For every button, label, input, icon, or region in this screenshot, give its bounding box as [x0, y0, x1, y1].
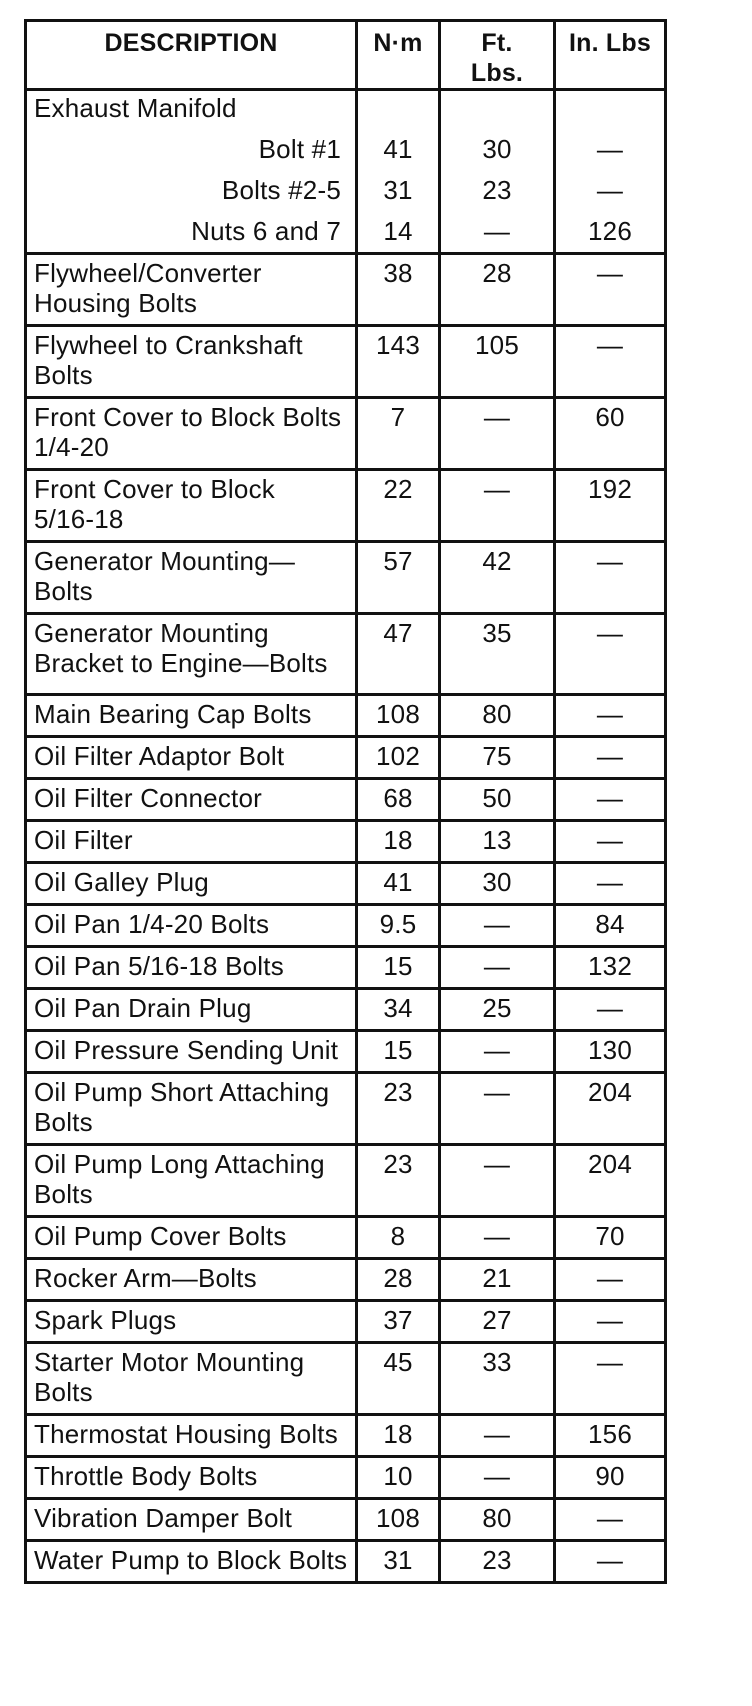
ft-lbs-value-cell [440, 1301, 555, 1343]
in-lbs-value: — [596, 783, 624, 813]
in-lbs-value-cell [555, 1541, 666, 1583]
ft-lbs-value: 80 [482, 1503, 512, 1533]
ft-lbs-value-cell [440, 1145, 555, 1217]
nm-value: 41 [383, 867, 413, 897]
nm-value-cell [357, 989, 440, 1031]
ft-lbs-value: 30 [482, 867, 512, 897]
exhaust-in-value: — [596, 134, 624, 164]
table-row [26, 989, 666, 1031]
ft-lbs-value-cell [440, 989, 555, 1031]
in-lbs-value: — [596, 699, 624, 729]
description-line1: Oil Pan 5/16-18 Bolts [34, 951, 284, 981]
exhaust-sub-label: Bolt #1 [258, 134, 341, 164]
in-lbs-value: 70 [595, 1221, 625, 1251]
in-lbs-value: — [596, 825, 624, 855]
nm-value-cell [357, 470, 440, 542]
in-lbs-value-cell [555, 470, 666, 542]
header-nm: N·m [357, 21, 440, 90]
description-line1: Spark Plugs [34, 1305, 177, 1335]
nm-value-cell [357, 695, 440, 737]
description-line1: Oil Pump Long Attaching [34, 1149, 325, 1179]
description-cell [26, 779, 357, 821]
nm-value: 23 [383, 1149, 413, 1179]
in-lbs-value-cell [555, 1217, 666, 1259]
table-row [26, 1073, 666, 1145]
ft-lbs-value: — [483, 1149, 511, 1179]
in-lbs-value-cell [555, 1499, 666, 1541]
header-ft-lbs-line2: Lbs. [470, 59, 524, 87]
table-row [26, 614, 666, 695]
exhaust-title: Exhaust Manifold [34, 93, 237, 123]
nm-value-cell [357, 1343, 440, 1415]
in-lbs-value-cell [555, 1343, 666, 1415]
table-header-row [26, 21, 666, 90]
nm-value: 143 [376, 330, 420, 360]
table-row [26, 542, 666, 614]
nm-value: 47 [383, 618, 413, 648]
in-lbs-value-cell [555, 737, 666, 779]
exhaust-description-cell [26, 90, 357, 254]
ft-lbs-value-cell [440, 779, 555, 821]
in-lbs-value: — [596, 1347, 624, 1377]
table-row [26, 695, 666, 737]
ft-lbs-value-cell [440, 326, 555, 398]
in-lbs-value: — [596, 867, 624, 897]
exhaust-nm-cell [357, 90, 440, 254]
ft-lbs-value-cell [440, 1541, 555, 1583]
description-line1: Flywheel to Crankshaft [34, 330, 303, 360]
description-line1: Oil Filter [34, 825, 133, 855]
in-lbs-value-cell [555, 1415, 666, 1457]
in-lbs-value: — [596, 1305, 624, 1335]
description-line1: Oil Pressure Sending Unit [34, 1035, 339, 1065]
in-lbs-value: 60 [595, 402, 625, 432]
description-cell [26, 947, 357, 989]
in-lbs-value: — [596, 258, 624, 288]
nm-value-cell [357, 542, 440, 614]
nm-value-cell [357, 1145, 440, 1217]
description-line1: Front Cover to Block [34, 474, 275, 504]
table-row [26, 1145, 666, 1217]
description-line1: Oil Pump Cover Bolts [34, 1221, 287, 1251]
description-cell [26, 614, 357, 695]
exhaust-in-value: 126 [588, 216, 632, 246]
table-row [26, 821, 666, 863]
table-row [26, 1499, 666, 1541]
ft-lbs-value-cell [440, 947, 555, 989]
nm-value: 9.5 [379, 909, 417, 939]
in-lbs-value: 130 [588, 1035, 632, 1065]
in-lbs-value: 132 [588, 951, 632, 981]
description-line1: Generator Mounting [34, 618, 269, 648]
in-lbs-value-cell [555, 326, 666, 398]
in-lbs-value-cell [555, 542, 666, 614]
ft-lbs-value-cell [440, 1343, 555, 1415]
nm-value-cell [357, 1457, 440, 1499]
table-row [26, 905, 666, 947]
nm-value-cell [357, 326, 440, 398]
ft-lbs-value-cell [440, 254, 555, 326]
ft-lbs-value-cell [440, 470, 555, 542]
in-lbs-value-cell [555, 821, 666, 863]
nm-value: 15 [383, 1035, 413, 1065]
in-lbs-value: — [596, 618, 624, 648]
description-cell [26, 398, 357, 470]
description-line1: Oil Galley Plug [34, 867, 209, 897]
ft-lbs-value-cell [440, 821, 555, 863]
description-cell [26, 326, 357, 398]
header-ft-lbs-line1: Ft. [481, 29, 513, 57]
table-row [26, 947, 666, 989]
description-cell [26, 1415, 357, 1457]
ft-lbs-value-cell [440, 1499, 555, 1541]
exhaust-ft-value: — [483, 216, 511, 246]
table-row [26, 1343, 666, 1415]
in-lbs-value-cell [555, 947, 666, 989]
nm-value-cell [357, 1301, 440, 1343]
description-cell [26, 542, 357, 614]
in-lbs-value-cell [555, 1073, 666, 1145]
description-line2: Bolts [34, 1179, 93, 1209]
in-lbs-value: 84 [595, 909, 625, 939]
description-cell [26, 1541, 357, 1583]
table-row [26, 1541, 666, 1583]
nm-value: 34 [383, 993, 413, 1023]
description-cell [26, 1217, 357, 1259]
torque-spec-table [24, 19, 667, 1584]
nm-value-cell [357, 1541, 440, 1583]
in-lbs-value: — [596, 330, 624, 360]
description-line1: Oil Pump Short Attaching [34, 1077, 330, 1107]
table-row [26, 863, 666, 905]
in-lbs-value: — [596, 1503, 624, 1533]
in-lbs-value: 204 [588, 1149, 632, 1179]
in-lbs-value: — [596, 546, 624, 576]
nm-value: 108 [376, 1503, 420, 1533]
nm-value-cell [357, 905, 440, 947]
nm-value: 28 [383, 1263, 413, 1293]
nm-value: 37 [383, 1305, 413, 1335]
table-row [26, 737, 666, 779]
in-lbs-value-cell [555, 1259, 666, 1301]
nm-value: 18 [383, 825, 413, 855]
description-line2: Bolts [34, 576, 93, 606]
description-line1: Rocker Arm—Bolts [34, 1263, 257, 1293]
ft-lbs-value-cell [440, 863, 555, 905]
ft-lbs-value: 28 [482, 258, 512, 288]
exhaust-nm-value: 41 [383, 134, 413, 164]
ft-lbs-value-cell [440, 1217, 555, 1259]
exhaust-nm-value: 31 [383, 175, 413, 205]
nm-value-cell [357, 1217, 440, 1259]
description-cell [26, 254, 357, 326]
description-line2: 1/4-20 [34, 432, 109, 462]
ft-lbs-value: 21 [482, 1263, 512, 1293]
ft-lbs-value-cell [440, 614, 555, 695]
header-in-lbs: In. Lbs [555, 21, 666, 90]
in-lbs-value-cell [555, 614, 666, 695]
in-lbs-value-cell [555, 1301, 666, 1343]
in-lbs-value-cell [555, 695, 666, 737]
in-lbs-value-cell [555, 254, 666, 326]
nm-value: 15 [383, 951, 413, 981]
table-row-exhaust-manifold [26, 90, 666, 254]
nm-value: 10 [383, 1461, 413, 1491]
table-row [26, 779, 666, 821]
table-row [26, 1259, 666, 1301]
in-lbs-value: — [596, 993, 624, 1023]
description-line1: Starter Motor Mounting [34, 1347, 305, 1377]
in-lbs-value-cell [555, 905, 666, 947]
ft-lbs-value-cell [440, 905, 555, 947]
description-line1: Oil Pan 1/4-20 Bolts [34, 909, 270, 939]
nm-value-cell [357, 1499, 440, 1541]
description-cell [26, 737, 357, 779]
nm-value: 31 [383, 1545, 413, 1575]
ft-lbs-value: — [483, 1221, 511, 1251]
ft-lbs-value: 23 [482, 1545, 512, 1575]
in-lbs-value: 192 [588, 474, 632, 504]
description-cell [26, 1499, 357, 1541]
ft-lbs-value: 105 [475, 330, 519, 360]
nm-value-cell [357, 821, 440, 863]
table-row [26, 254, 666, 326]
nm-value-cell [357, 1031, 440, 1073]
description-cell [26, 1457, 357, 1499]
table-row [26, 1301, 666, 1343]
in-lbs-value: — [596, 1263, 624, 1293]
description-cell [26, 905, 357, 947]
nm-value-cell [357, 947, 440, 989]
description-line1: Oil Filter Connector [34, 783, 262, 813]
in-lbs-value: 90 [595, 1461, 625, 1491]
nm-value: 18 [383, 1419, 413, 1449]
in-lbs-value: 204 [588, 1077, 632, 1107]
description-line2: Housing Bolts [34, 288, 198, 318]
description-line2: 5/16-18 [34, 504, 124, 534]
ft-lbs-value: 75 [482, 741, 512, 771]
torque-spec-sheet [24, 19, 667, 1584]
table-row [26, 1415, 666, 1457]
ft-lbs-value-cell [440, 1031, 555, 1073]
description-cell [26, 1259, 357, 1301]
description-cell [26, 1031, 357, 1073]
nm-value-cell [357, 1259, 440, 1301]
nm-value-cell [357, 614, 440, 695]
description-cell [26, 863, 357, 905]
nm-value-cell [357, 779, 440, 821]
nm-value: 68 [383, 783, 413, 813]
exhaust-in-value: — [596, 175, 624, 205]
ft-lbs-value: 35 [482, 618, 512, 648]
nm-value-cell [357, 1073, 440, 1145]
in-lbs-value-cell [555, 1145, 666, 1217]
description-cell [26, 695, 357, 737]
ft-lbs-value: — [483, 1461, 511, 1491]
nm-value-cell [357, 398, 440, 470]
exhaust-ft-value: 23 [482, 175, 512, 205]
ft-lbs-value: — [483, 1035, 511, 1065]
description-cell [26, 1343, 357, 1415]
ft-lbs-value-cell [440, 1457, 555, 1499]
ft-lbs-value-cell [440, 1073, 555, 1145]
in-lbs-value-cell [555, 863, 666, 905]
description-line1: Oil Pan Drain Plug [34, 993, 252, 1023]
header-description: DESCRIPTION [26, 21, 357, 90]
nm-value-cell [357, 737, 440, 779]
table-row [26, 326, 666, 398]
description-line1: Thermostat Housing Bolts [34, 1419, 338, 1449]
in-lbs-value-cell [555, 398, 666, 470]
ft-lbs-value: — [483, 1077, 511, 1107]
description-line1: Throttle Body Bolts [34, 1461, 258, 1491]
description-line1: Water Pump to Block Bolts [34, 1545, 348, 1575]
ft-lbs-value: 27 [482, 1305, 512, 1335]
exhaust-sub-label: Nuts 6 and 7 [191, 216, 341, 246]
ft-lbs-value-cell [440, 695, 555, 737]
in-lbs-value: — [596, 1545, 624, 1575]
description-cell [26, 1145, 357, 1217]
in-lbs-value-cell [555, 989, 666, 1031]
nm-value: 108 [376, 699, 420, 729]
nm-value-cell [357, 254, 440, 326]
description-line1: Front Cover to Block Bolts [34, 402, 342, 432]
ft-lbs-value: 13 [482, 825, 512, 855]
exhaust-ft-cell [440, 90, 555, 254]
exhaust-ft-value: 30 [482, 134, 512, 164]
ft-lbs-value-cell [440, 398, 555, 470]
table-row [26, 398, 666, 470]
description-line1: Main Bearing Cap Bolts [34, 699, 312, 729]
description-line2: Bolts [34, 1107, 93, 1137]
ft-lbs-value: 50 [482, 783, 512, 813]
exhaust-in-cell [555, 90, 666, 254]
exhaust-sub-label: Bolts #2-5 [221, 175, 341, 205]
nm-value-cell [357, 863, 440, 905]
nm-value-cell [357, 1415, 440, 1457]
description-cell [26, 1073, 357, 1145]
in-lbs-value-cell [555, 779, 666, 821]
ft-lbs-value: — [483, 909, 511, 939]
table-row [26, 1217, 666, 1259]
ft-lbs-value-cell [440, 1259, 555, 1301]
description-line2: Bolts [34, 1377, 93, 1407]
nm-value: 22 [383, 474, 413, 504]
description-cell [26, 821, 357, 863]
nm-value: 38 [383, 258, 413, 288]
nm-value: 7 [390, 402, 406, 432]
description-line1: Oil Filter Adaptor Bolt [34, 741, 285, 771]
description-line1: Flywheel/Converter [34, 258, 262, 288]
in-lbs-value: 156 [588, 1419, 632, 1449]
ft-lbs-value: — [483, 951, 511, 981]
ft-lbs-value-cell [440, 1415, 555, 1457]
nm-value: 8 [390, 1221, 406, 1251]
table-body [26, 90, 666, 1583]
ft-lbs-value-cell [440, 542, 555, 614]
ft-lbs-value: — [483, 474, 511, 504]
ft-lbs-value: — [483, 1419, 511, 1449]
description-line2: Bracket to Engine—Bolts [34, 648, 328, 678]
ft-lbs-value: 42 [482, 546, 512, 576]
ft-lbs-value: 80 [482, 699, 512, 729]
description-cell [26, 1301, 357, 1343]
in-lbs-value-cell [555, 1031, 666, 1073]
nm-value: 45 [383, 1347, 413, 1377]
table-row [26, 470, 666, 542]
description-cell [26, 989, 357, 1031]
table-row [26, 1031, 666, 1073]
nm-value: 102 [376, 741, 420, 771]
table-row [26, 1457, 666, 1499]
nm-value: 57 [383, 546, 413, 576]
description-cell [26, 470, 357, 542]
in-lbs-value-cell [555, 1457, 666, 1499]
nm-value: 23 [383, 1077, 413, 1107]
description-line1: Vibration Damper Bolt [34, 1503, 293, 1533]
description-line2: Bolts [34, 360, 93, 390]
ft-lbs-value: 33 [482, 1347, 512, 1377]
ft-lbs-value: — [483, 402, 511, 432]
description-line1: Generator Mounting— [34, 546, 296, 576]
ft-lbs-value: 25 [482, 993, 512, 1023]
header-ft-lbs [440, 21, 555, 90]
exhaust-nm-value: 14 [383, 216, 413, 246]
in-lbs-value: — [596, 741, 624, 771]
ft-lbs-value-cell [440, 737, 555, 779]
